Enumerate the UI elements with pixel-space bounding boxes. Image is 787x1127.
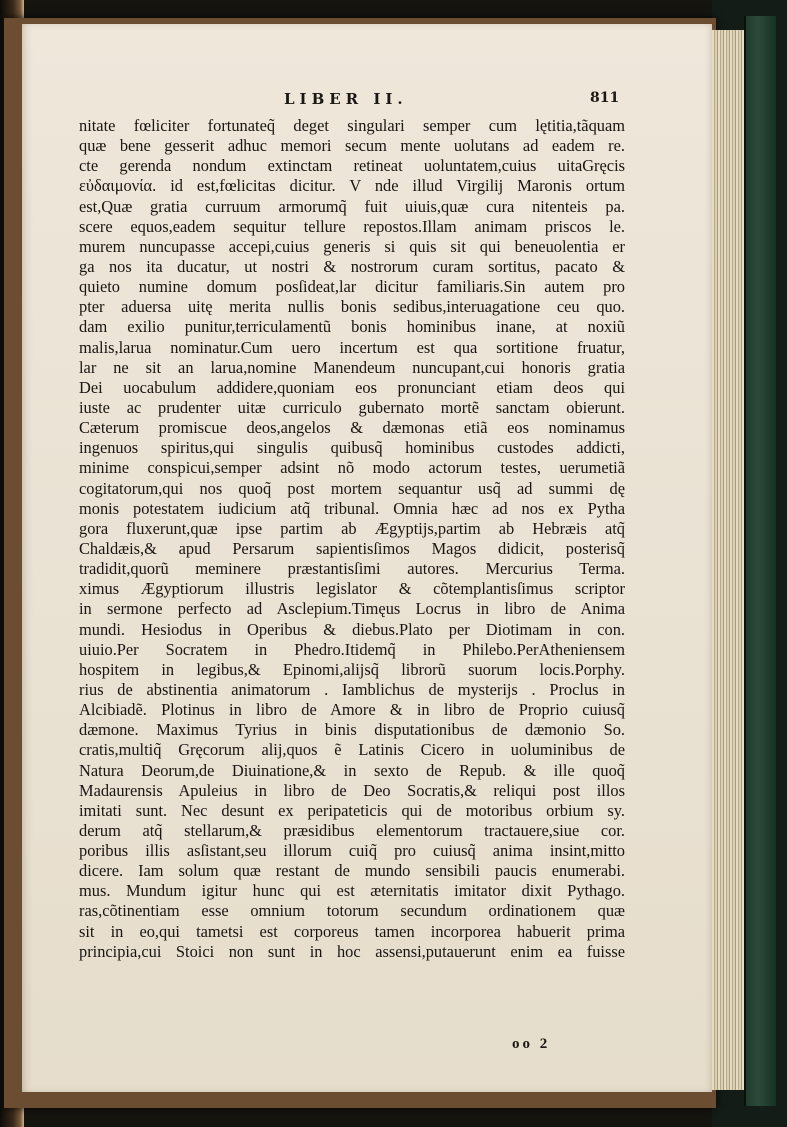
text-line: malis,larua nominatur.Cum uero incertum est qua sortitione fruatur, [79, 337, 625, 357]
text-line: sit in eo,qui tametsi est corporeus tamen incorporea habuerit prima [79, 921, 625, 941]
text-line: ximus Ægyptiorum illustris legislator & cõtemplantisſimus scriptor [79, 579, 625, 599]
text-line: rius de abstinentia animatorum . Iamblichus de mysterijs . Proclus in [79, 679, 625, 699]
text-line: Alcibiadẽ. Plotinus in libro de Amore & in libro de Proprio cuiusq̃ [79, 700, 625, 720]
text-line: murem nuncupasse accepi,cuius generis si quis sit qui beneuolentia er [79, 236, 625, 256]
text-line: hospitem in legibus,& Epinomi,alijsq̃ librorũ suorum locis.Porphy. [79, 659, 625, 679]
text-line: pter aduersa uitę merita nullis bonis sedibus,interuagatione ceu quo. [79, 297, 625, 317]
text-line: principia,cui Stoici non sunt in hoc assensi,putauerunt enim ea fuisse [79, 941, 625, 961]
text-line: imitati sunt. Nec desunt ex peripateticis qui de motoribus orbium sy. [79, 800, 625, 820]
signature-mark: oo 2 [512, 1036, 551, 1052]
text-line: nitate fœliciter fortunateq̃ deget singulari semper cum lętitia,tãquam [79, 116, 625, 135]
text-line: quæ bene gesserit adhuc memori secum mente uolutans ad eadem re. [79, 136, 625, 156]
text-line: ingenuos spiritus,qui singulis quibusq̃ hominibus custodes addicti, [79, 438, 625, 458]
page-header [22, 90, 712, 110]
text-line: Natura Deorum,de Diuinatione,& in sexto de Repub. & ille quoq̃ [79, 760, 625, 780]
text-line: iuste ac prudenter uitæ curriculo gubernato mortẽ sanctam obierunt. [79, 397, 625, 417]
folio-number: 811 [590, 90, 620, 106]
text-line: minime conspicui,semper adsint nõ modo actorum testes, uerumetiã [79, 458, 625, 478]
text-line: scere equos,eadem sequitur tellure repostos.Illam animam priscos le. [79, 216, 625, 236]
body-text-block [79, 116, 625, 962]
text-line: Madaurensis Apuleius in libro de Deo Socratis,& reliqui post illos [79, 780, 625, 800]
text-line: ras,cõtinentiam esse omnium totorum secundum ordinationem quæ [79, 901, 625, 921]
text-line: mundi. Hesiodus in Operibus & diebus.Plato per Diotimam in con. [79, 619, 625, 639]
text-line: Cæterum promiscue deos,angelos & dæmonas etiã eos nominamus [79, 418, 625, 438]
running-head: LIBER II. [284, 90, 408, 108]
text-line: tradidit,quorũ meminere præstantisſimi autores. Mercurius Terma. [79, 559, 625, 579]
text-line: est,Quæ gratia curruum armorumq̃ fuit uiuis,quæ cura nitenteis pa. [79, 196, 625, 216]
text-line: derum atq̃ stellarum,& præsidibus elementorum tractauere,siue cor. [79, 820, 625, 840]
text-line: cogitatorum,qui nos quoq̃ post mortem sequantur usq̃ ad summi dę [79, 478, 625, 498]
text-line: dæmone. Maximus Tyrius in binis disputationibus de dæmonio So. [79, 720, 625, 740]
text-line: Dei uocabulum addidere,quoniam eos pronunciant etiam deos qui [79, 377, 625, 397]
text-line: in sermone perfecto ad Asclepium.Timęus Locrus in libro de Anima [79, 599, 625, 619]
text-line: monis potestatem iudicium atq̃ tribunal. Omnia hæc ad nos ex Pytha [79, 498, 625, 518]
text-line: gora fluxerunt,quæ ipse partim ab Ægyptijs,partim ab Hebræis atq̃ [79, 518, 625, 538]
text-line: quieto numine domum posſideat,lar dicitur familiaris.Sin autem pro [79, 277, 625, 297]
text-line: poribus illis asſistant,seu illorum cuiq̃ pro cuiusq̃ anima insint,mitto [79, 841, 625, 861]
text-line: lar ne sit an larua,nomine Manendeum nuncupant,cui honoris gratia [79, 357, 625, 377]
text-line: ga nos ita ducatur, ut nostri & nostrorum curam sortitus, pacato & [79, 256, 625, 276]
text-line: cte gerenda nondum extinctam retineat uoluntatem,cuius uitaGręcis [79, 156, 625, 176]
text-line: uiuio.Per Socratem in Phedro.Itidemq̃ in Philebo.PerAtheniensem [79, 639, 625, 659]
text-line: dam exilio punitur,terriculamentũ bonis hominibus inane, at noxiũ [79, 317, 625, 337]
text-line: Chaldæis,& apud Persarum sapientisſimos Magos didicit, posterisq̃ [79, 538, 625, 558]
text-line: dicere. Iam solum quæ restant de mundo sensibili paucis enumerabi. [79, 861, 625, 881]
text-line: εὐδαιμονία. id est,fœlicitas dicitur. V nde illud Virgilij Maronis ortum [79, 176, 625, 196]
text-line: mus. Mundum igitur hunc qui est æternitatis imitator dixit Pythago. [79, 881, 625, 901]
text-line: cratis,multiq̃ Gręcorum alij,quos ẽ Latinis Cicero in uoluminibus de [79, 740, 625, 760]
book-spine-binding [744, 16, 776, 1106]
